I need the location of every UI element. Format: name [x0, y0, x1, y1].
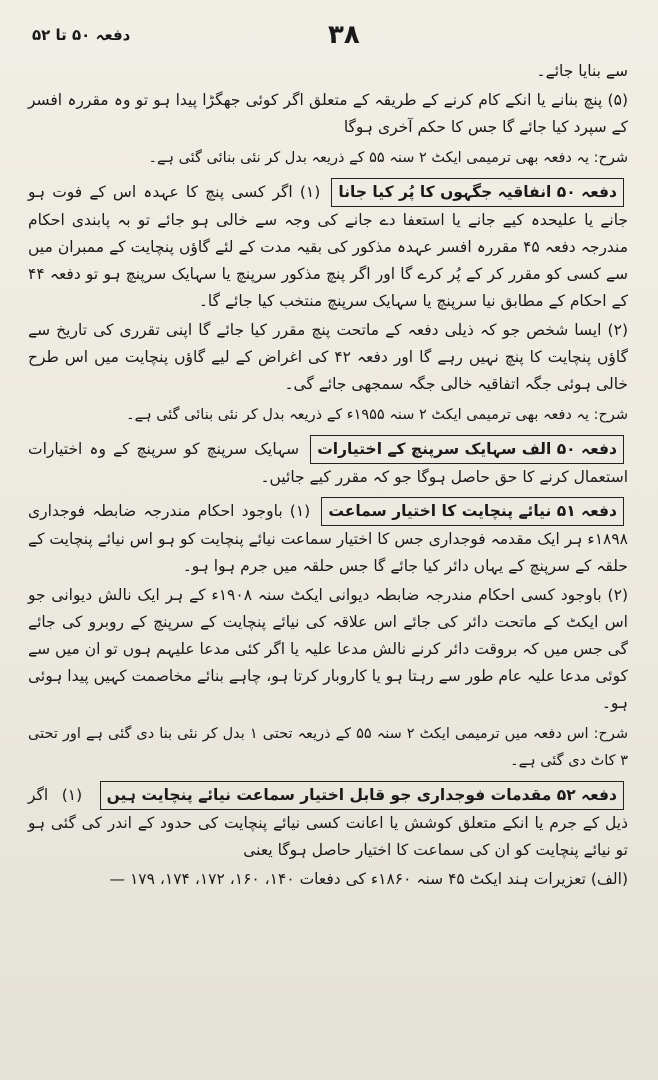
- paragraph: [28, 317, 628, 398]
- text-line: شرح: یہ دفعہ بھی ترمیمی ایکٹ ۲ سنہ ۵۵ کے ذریعہ بدل کر نئی بنائی گئی ہے۔: [148, 150, 628, 166]
- commentary-note: [28, 145, 628, 172]
- section-heading: دفعہ ۵۱ نیائے پنچایت کا اختیار سماعت: [321, 497, 624, 526]
- paragraph: [28, 58, 628, 85]
- paragraph: [28, 582, 628, 717]
- section-heading: دفعہ ۵۰ انفاقیہ جگہوں کا پُر کیا جانا: [331, 178, 624, 207]
- section-51: [28, 497, 628, 580]
- text-line: (۱) باوجود احکام مندرجہ ضابطہ فوجداری ۱۸۹۸ء ہر ایک مقدمہ فوجداری جس کا اختیار سماعت نیائے پنچایت کو ہو اس نیائے پنچایت کے حلقہ کے سرپنچ کے یہاں دائر کیا جائے گا جس حلقہ میں جرم ہوا ہو۔: [28, 502, 628, 575]
- paragraph: [28, 87, 628, 141]
- section-52: [28, 781, 628, 864]
- text-line: (۲) ایسا شخص جو کہ ذیلی دفعہ کے ماتحت پنچ مقرر کیا جائے گا اپنی تقرری کی تاریخ سے گاؤں پنچایت کا پنچ نہیں رہے گا اور دفعہ ۴۲ کی اغراض کے لیے گاؤں پنچایت میں اس طرح خالی ہوئی جگہ اتفاقیہ خالی جگہ سمجھی جائے گی۔: [28, 321, 628, 393]
- text-line: (۲) باوجود کسی احکام مندرجہ ضابطہ دیوانی ایکٹ سنہ ۱۹۰۸ء کے ہر ایک نالش دیوانی جو اس ایکٹ کے ماتحت دائر کی جائے اس علاقہ کی نیائے پنچایت کے سرپنچ کے روبرو کی جائے گی جس میں کہ بروقت دائر کرنے نالش مدعا علیہ یا اگر کئی مدعا علیہم ہوں تو ان میں سے کوئی مدعا علیہ عام طور سے رہتا ہو یا کاروبار کرتا ہو، چاہے بنائے مخاصمت کہیں پیدا ہوئی ہو۔: [28, 586, 628, 712]
- section-50: [28, 178, 628, 315]
- section-heading: دفعہ ۵۰ الف سہایک سرپنچ کے اختیارات: [310, 435, 624, 464]
- section-heading: دفعہ ۵۲ مقدمات فوجداری جو قابل اختیار سماعت نیائے پنچایت ہیں: [100, 781, 624, 810]
- section-range: دفعہ ۵۰ تا ۵۲: [32, 26, 131, 44]
- page-header: [28, 14, 628, 58]
- commentary-note: [28, 721, 628, 775]
- text-line: (۱) اگر کسی پنچ کا عہدہ اس کے فوت ہو جانے یا علیحدہ کیے جانے یا استعفا دے جانے کی وجہ سے خالی ہو جائے تو بہ پابندی احکام مندرجہ دفعہ ۴۵ مقررہ افسر عہدہ مذکور کی بقیہ مدت کے لئے گاؤں پنچایت کے ممبران میں سے کسی کو مقرر کر کے پُر کرے گا اور اگر پنچ مذکور سرپنچ یا سہایک سرپنچ ہو تو دفعہ ۴۴ کے احکام کے مطابق نیا سرپنچ یا سہایک سرپنچ منتخب کیا جائے گا۔: [28, 183, 628, 310]
- paragraph: [28, 866, 628, 893]
- commentary-note: [28, 402, 628, 429]
- section-50a: [28, 435, 628, 491]
- text-line: شرح: یہ دفعہ بھی ترمیمی ایکٹ ۲ سنہ ۱۹۵۵ء کے ذریعہ بدل کر نئی بنائی گئی ہے۔: [126, 407, 628, 423]
- text-line: (الف) تعزیرات ہند ایکٹ ۴۵ سنہ ۱۸۶۰ء کی دفعات ۱۴۰، ۱۶۰، ۱۷۲، ۱۷۴، ۱۷۹ —: [109, 870, 628, 888]
- text-line: (۵) پنچ بنانے یا انکے کام کرنے کے طریقہ کے متعلق اگر کوئی جھگڑا پیدا ہو تو وہ مقررہ افسر کے سپرد کیا جائے گا جس کا حکم آخری ہوگا: [28, 91, 628, 136]
- text-line: شرح: اس دفعہ میں ترمیمی ایکٹ ۲ سنہ ۵۵ کے ذریعہ تحتی ۱ بدل کر نئی بنا دی گئی ہے اور تحتی ۳ کاٹ دی گئی ہے۔: [28, 726, 629, 769]
- text-line: سہایک سرپنچ کو سرپنچ کے وہ اختیارات استعمال کرنے کا حق حاصل ہوگا جو کہ مقرر کیے جائیں۔: [28, 440, 628, 486]
- text-line: سے بنایا جائے۔: [536, 62, 628, 80]
- page-number: ۳۸: [328, 20, 360, 50]
- text-line: (۱) اگر ذیل کے جرم یا انکے متعلق کوشش یا اعانت کسی نیائے پنچایت کی حدود کے اندر کی گئی ہو تو نیائے پنچایت کو ان کی سماعت کا اختیار حاصل ہوگا یعنی: [28, 786, 628, 859]
- document-body: [28, 58, 628, 893]
